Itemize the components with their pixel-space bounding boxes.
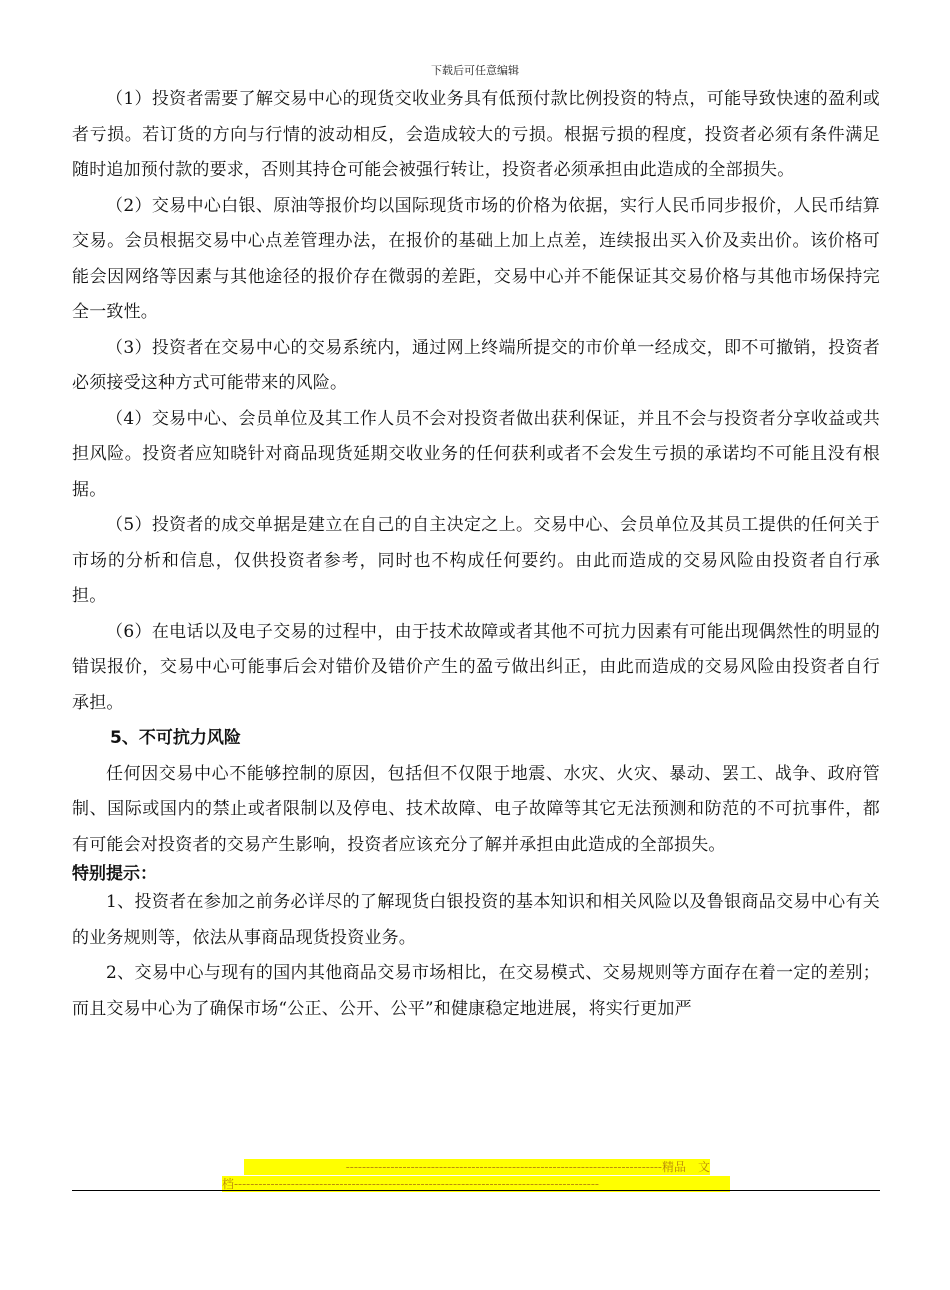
special-notice-item-2: 2、交易中心与现有的国内其他商品交易市场相比，在交易模式、交易规则等方面存在着一定的差别；而且交易中心为了确保市场“公正、公开、公平”和健康稳定地进展，将实行更加严 [72,963,880,1019]
paragraph-force-majeure: 任何因交易中心不能够控制的原因，包括但不仅限于地震、水灾、火灾、暴动、罢工、战争、政府管制、国际或国内的禁止或者限制以及停电、技术故障、电子故障等其它无法预测和防范的不可抗事件，都有可能会对投资者的交易产生影响，投资者应该充分了解并承担由此造成的全部损失。 [72,763,880,855]
footer-watermark-line-1: ------------------------------------------------------------------------------精品 文 [244,1159,710,1175]
document-body [72,82,880,1027]
paragraph-risk-1: （1）投资者需要了解交易中心的现货交收业务具有低预付款比例投资的特点，可能导致快速的盈利或者亏损。若订货的方向与行情的波动相反，会造成较大的亏损。根据亏损的程度，投资者必须有条件满足随时追加预付款的要求，否则其持仓可能会被强行转让，投资者必须承担由此造成的全部损失。 [72,89,880,180]
footer-watermark-line-2: 档------------------------------------------------------------------------------------------ [222,1176,730,1192]
paragraph-risk-5: （5）投资者的成交单据是建立在自己的自主决定之上。交易中心、会员单位及其员工提供的任何关于市场的分析和信息，仅供投资者参考，同时也不构成任何要约。由此而造成的交易风险由投资者自行承担。 [72,515,880,606]
paragraph-risk-6: （6）在电话以及电子交易的过程中，由于技术故障或者其他不可抗力因素有可能出现偶然性的明显的错误报价，交易中心可能事后会对错价及错价产生的盈亏做出纠正，由此而造成的交易风险由投资者自行承担。 [72,621,880,713]
section-heading-force-majeure: 5、不可抗力风险 [110,728,241,748]
special-notice-item-1: 1、投资者在参加之前务必详尽的了解现货白银投资的基本知识和相关风险以及鲁银商品交易中心有关的业务规则等，依法从事商品现货投资业务。 [72,892,880,948]
paragraph-risk-4: （4）交易中心、会员单位及其工作人员不会对投资者做出获利保证，并且不会与投资者分享收益或共担风险。投资者应知晓针对商品现货延期交收业务的任何获利或者不会发生亏损的承诺均不可能且没有根据。 [72,408,880,500]
header-note: 下载后可任意编辑 [431,64,519,77]
footer-divider [72,1190,880,1191]
paragraph-risk-3: （3）投资者在交易中心的交易系统内，通过网上终端所提交的市价单一经成交，即不可撤销，投资者必须接受这种方式可能带来的风险。 [72,337,880,393]
special-notice-heading: 特别提示： [72,864,157,884]
paragraph-risk-2: （2）交易中心白银、原油等报价均以国际现货市场的价格为依据，实行人民币同步报价，人民币结算交易。会员根据交易中心点差管理办法，在报价的基础上加上点差，连续报出买入价及卖出价。该价格可能会因网络等因素与其他途径的报价存在微弱的差距，交易中心并不能保证其交易价格与其他市场保持完全一致性。 [72,195,880,322]
